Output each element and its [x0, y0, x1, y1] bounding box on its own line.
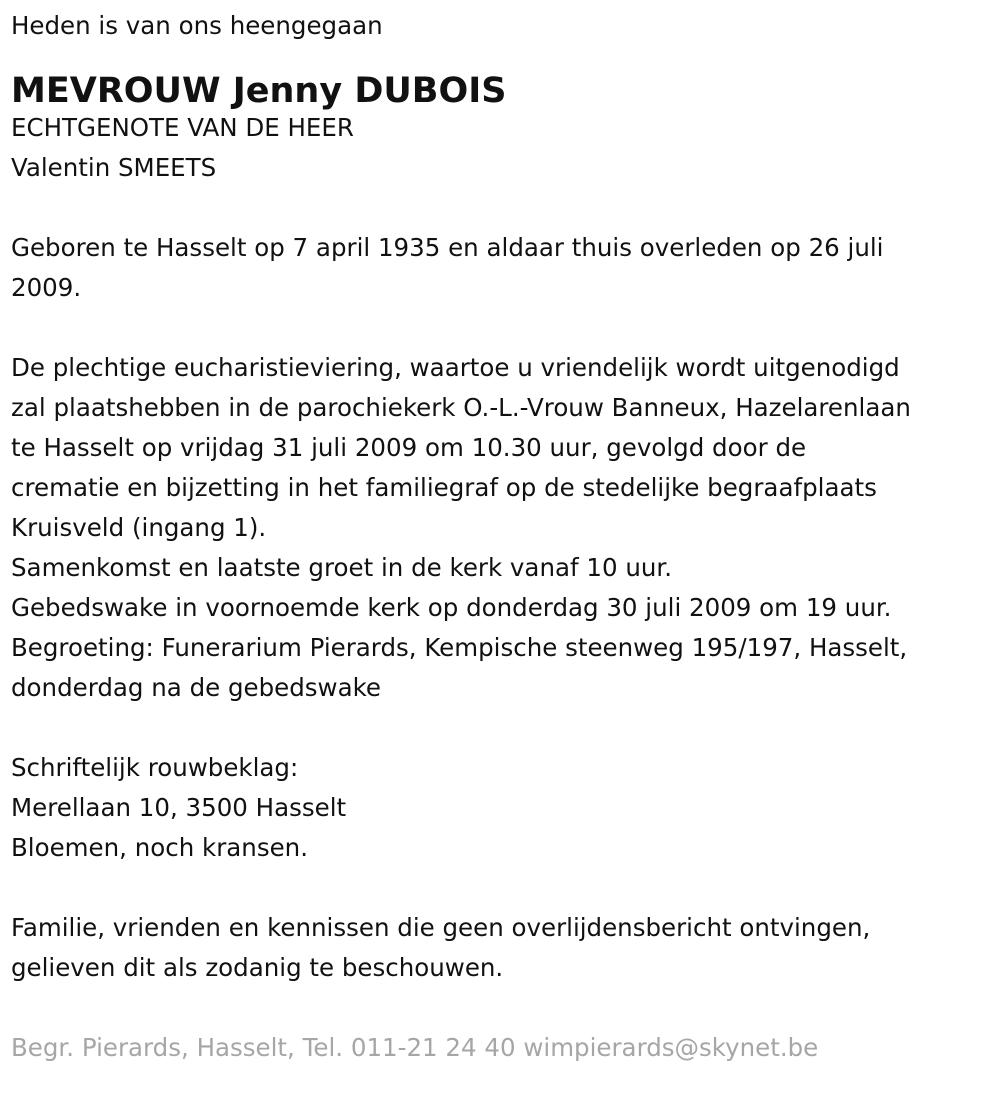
ceremony-line: donderdag na de gebedswake — [11, 673, 381, 702]
ceremony-line: Samenkomst en laatste groet in de kerk vanaf 10 uur. — [11, 553, 673, 582]
spacer — [11, 308, 1000, 348]
notice-line-2: gelieven dit als zodanig te beschouwen. — [11, 953, 504, 982]
condolences-label: Schriftelijk rouwbeklag: — [11, 753, 299, 782]
ceremony-line: Gebedswake in voornoemde kerk op donderdag 30 juli 2009 om 19 uur. — [11, 593, 892, 622]
spacer — [11, 46, 1000, 68]
birth-death-line-2: 2009. — [11, 273, 82, 302]
intro-text: Heden is van ons heengegaan — [11, 11, 383, 40]
deceased-name: MEVROUW Jenny DUBOIS — [11, 71, 507, 111]
ceremony-line: zal plaatshebben in de parochiekerk O.-L.-Vrouw Banneux, Hazelarenlaan — [11, 393, 911, 422]
condolences-address: Merellaan 10, 3500 Hasselt — [11, 793, 347, 822]
flowers-notice: Bloemen, noch kransen. — [11, 833, 308, 862]
relation-line-1: ECHTGENOTE VAN DE HEER — [11, 113, 354, 142]
ceremony-line: Kruisveld (ingang 1). — [11, 513, 267, 542]
funeral-home-footer: Begr. Pierards, Hasselt, Tel. 011-21 24 40 wimpierards@skynet.be — [11, 1033, 819, 1062]
spacer — [11, 868, 1000, 908]
spacer — [11, 708, 1000, 748]
ceremony-line: crematie en bijzetting in het familiegraf op de stedelijke begraafplaats — [11, 473, 877, 502]
spacer — [11, 188, 1000, 228]
ceremony-line: te Hasselt op vrijdag 31 juli 2009 om 10.30 uur, gevolgd door de — [11, 433, 807, 462]
spacer — [11, 988, 1000, 1028]
relation-line-2: Valentin SMEETS — [11, 153, 217, 182]
ceremony-line: De plechtige eucharistieviering, waartoe u vriendelijk wordt uitgenodigd — [11, 353, 900, 382]
birth-death-line-1: Geboren te Hasselt op 7 april 1935 en aldaar thuis overleden op 26 juli — [11, 233, 884, 262]
ceremony-block — [11, 348, 1000, 708]
ceremony-line: Begroeting: Funerarium Pierards, Kempische steenweg 195/197, Hasselt, — [11, 633, 908, 662]
notice-line-1: Familie, vrienden en kennissen die geen overlijdensbericht ontvingen, — [11, 913, 871, 942]
